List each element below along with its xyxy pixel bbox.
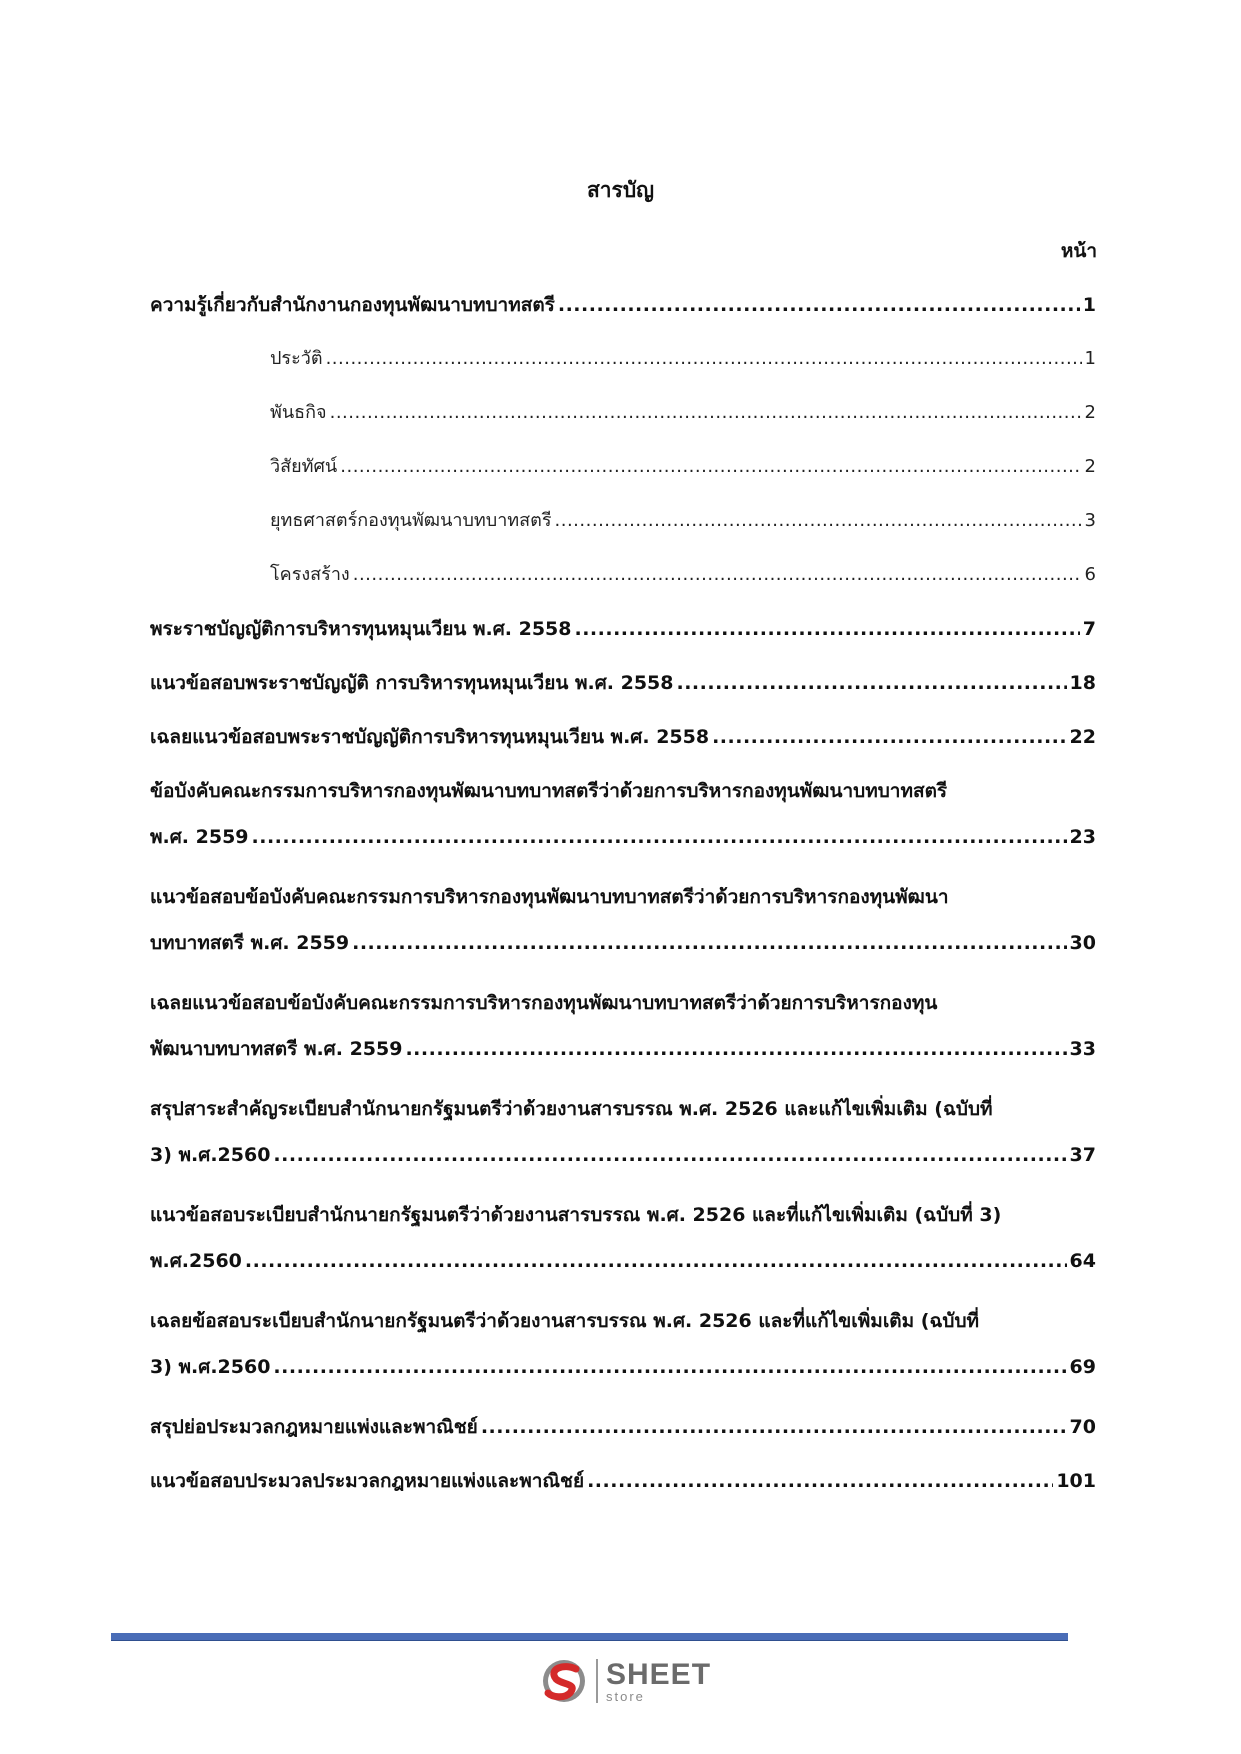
leader-dots — [481, 1412, 1067, 1442]
leader-dots — [326, 344, 1082, 374]
toc-title: สารบัญ — [586, 178, 655, 202]
footer-logo — [540, 1657, 711, 1705]
toc-entry-text-line1: สรุปสาระสำคัญระเบียบสำนักนายกรัฐมนตรีว่าด้วยงานสารบรรณ พ.ศ. 2526 และแก้ไขเพิ่มเติม (ฉบับที่ — [150, 1098, 993, 1120]
toc-entry-text: พันธกิจ — [270, 402, 327, 423]
toc-page-number: 1 — [1082, 294, 1096, 316]
sheet-store-s-icon — [540, 1657, 592, 1705]
toc-entry[interactable] — [150, 722, 1096, 752]
brand-subtitle: store — [606, 1688, 645, 1704]
logo-separator — [596, 1659, 598, 1703]
toc-entry-text-line1: ข้อบังคับคณะกรรมการบริหารกองทุนพัฒนาบทบาทสตรีว่าด้วยการบริหารกองทุนพัฒนาบทบาทสตรี — [150, 780, 948, 802]
toc-page-number: 33 — [1069, 1038, 1096, 1060]
toc-entry-text: 3) พ.ศ.2560 — [150, 1144, 271, 1166]
toc-entry-text-line1: เฉลยแนวข้อสอบข้อบังคับคณะกรรมการบริหารกองทุนพัฒนาบทบาทสตรีว่าด้วยการบริหารกองทุน — [150, 992, 938, 1014]
leader-dots — [587, 1466, 1053, 1496]
toc-entry-text-line1: เฉลยข้อสอบระเบียบสำนักนายกรัฐมนตรีว่าด้วยงานสารบรรณ พ.ศ. 2526 และที่แก้ไขเพิ่มเติม (ฉบับที่ — [150, 1310, 980, 1332]
toc-entry-text: 3) พ.ศ.2560 — [150, 1356, 271, 1378]
toc-page-number: 22 — [1069, 726, 1096, 748]
toc-subentry[interactable] — [270, 398, 1096, 428]
toc-entry-text: แนวข้อสอบพระราชบัญญัติ การบริหารทุนหมุนเวียน พ.ศ. 2558 — [150, 672, 674, 694]
leader-dots — [330, 398, 1082, 428]
leader-dots — [558, 290, 1080, 320]
toc-entry-text: สรุปย่อประมวลกฎหมายแพ่งและพาณิชย์ — [150, 1416, 478, 1438]
toc-entry[interactable] — [150, 668, 1096, 698]
toc-subentry[interactable] — [270, 506, 1096, 536]
leader-dots — [712, 722, 1066, 752]
toc-page-number: 101 — [1056, 1470, 1096, 1492]
toc-page-number: 70 — [1069, 1416, 1096, 1438]
toc-entry-text: วิสัยทัศน์ — [270, 456, 338, 477]
toc-entry-text: ยุทธศาสตร์กองทุนพัฒนาบทบาทสตรี — [270, 510, 552, 531]
toc-page-number: 2 — [1084, 402, 1096, 423]
leader-dots — [575, 614, 1080, 644]
toc-entry[interactable] — [150, 988, 1096, 1064]
toc-subentry[interactable] — [270, 344, 1096, 374]
leader-dots — [273, 1140, 1066, 1170]
leader-dots — [353, 560, 1082, 590]
toc-entry-text: ความรู้เกี่ยวกับสำนักงานกองทุนพัฒนาบทบาทสตรี — [150, 294, 555, 316]
toc-entry[interactable] — [150, 1200, 1096, 1276]
toc-entry[interactable] — [150, 1466, 1096, 1496]
toc-page-number: 69 — [1069, 1356, 1096, 1378]
toc-entry-text: พ.ศ.2560 — [150, 1250, 242, 1272]
toc-entry[interactable] — [150, 776, 1096, 852]
toc-subentry[interactable] — [270, 560, 1096, 590]
footer-divider — [111, 1633, 1068, 1641]
leader-dots — [352, 928, 1066, 958]
leader-dots — [405, 1034, 1066, 1064]
toc-page-number: 3 — [1084, 510, 1096, 531]
toc-page-number: 18 — [1069, 672, 1096, 694]
toc-entry-text: โครงสร้าง — [270, 564, 350, 585]
toc-entry[interactable] — [150, 290, 1096, 320]
leader-dots — [340, 452, 1081, 482]
toc-page-number: 30 — [1069, 932, 1096, 954]
page-column-header: หน้า — [1060, 240, 1097, 262]
leader-dots — [676, 668, 1066, 698]
toc-entry-text: เฉลยแนวข้อสอบพระราชบัญญัติการบริหารทุนหมุนเวียน พ.ศ. 2558 — [150, 726, 710, 748]
toc-page-number: 6 — [1084, 564, 1096, 585]
leader-dots — [245, 1246, 1067, 1276]
toc-entry[interactable] — [150, 1094, 1096, 1170]
toc-entry-text: แนวข้อสอบประมวลประมวลกฎหมายแพ่งและพาณิชย์ — [150, 1470, 585, 1492]
toc-entry-text: พระราชบัญญัติการบริหารทุนหมุนเวียน พ.ศ. 2558 — [150, 618, 572, 640]
toc-entry[interactable] — [150, 614, 1096, 644]
brand-wordmark — [606, 1657, 712, 1704]
leader-dots — [555, 506, 1082, 536]
toc-entry[interactable] — [150, 1306, 1096, 1382]
toc-entry-text-line1: แนวข้อสอบระเบียบสำนักนายกรัฐมนตรีว่าด้วยงานสารบรรณ พ.ศ. 2526 และที่แก้ไขเพิ่มเติม (ฉบับที่ 3) — [150, 1204, 1002, 1226]
toc-entry[interactable] — [150, 882, 1096, 958]
toc-entry-text: พ.ศ. 2559 — [150, 826, 249, 848]
toc-page-number: 64 — [1069, 1250, 1096, 1272]
toc-page-number: 7 — [1082, 618, 1096, 640]
toc-page-number: 1 — [1084, 348, 1096, 369]
leader-dots — [252, 822, 1067, 852]
toc-entry[interactable] — [150, 1412, 1096, 1442]
toc-subentry[interactable] — [270, 452, 1096, 482]
toc-page-number: 2 — [1084, 456, 1096, 477]
toc-entry-text-line1: แนวข้อสอบข้อบังคับคณะกรรมการบริหารกองทุนพัฒนาบทบาทสตรีว่าด้วยการบริหารกองทุนพัฒนา — [150, 886, 949, 908]
toc-entry-text: ประวัติ — [270, 348, 323, 369]
brand-name: SHEET — [606, 1657, 712, 1691]
toc-entry-text: พัฒนาบทบาทสตรี พ.ศ. 2559 — [150, 1038, 403, 1060]
toc-entry-text: บทบาทสตรี พ.ศ. 2559 — [150, 932, 350, 954]
toc-page-number: 37 — [1069, 1144, 1096, 1166]
toc-page-number: 23 — [1069, 826, 1096, 848]
leader-dots — [273, 1352, 1066, 1382]
